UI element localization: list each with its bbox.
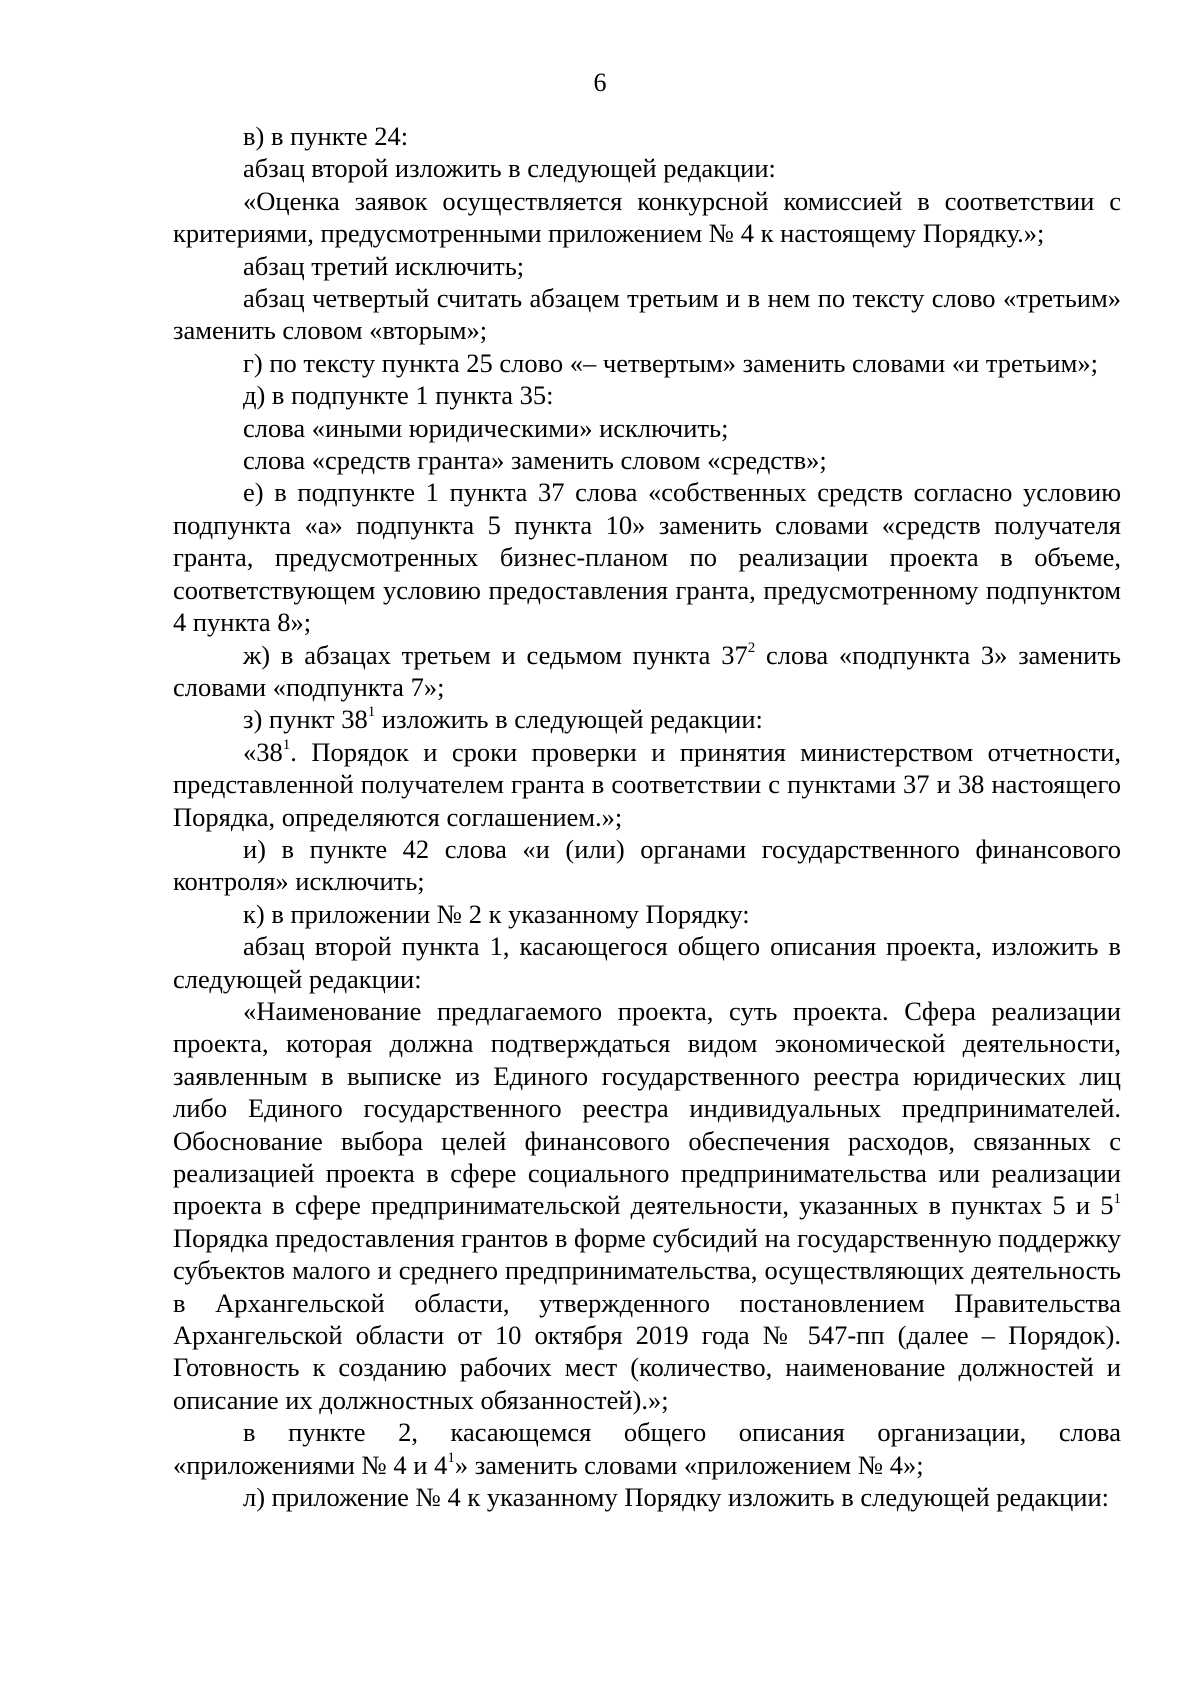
text-run: Порядка предоставления грантов в форме субсидий на государственную поддержку субъектов малого и среднего предпринимательства, осуществляющих деятельность в Архангельской области, утвержденного постановлением Правительства Архангельской области от 10 октября 2019 года № 547-пп (далее – Порядок). Готовность к созданию рабочих мест (количество, наименование должностей и описание их должностных обязанностей).»; [173,1222,1121,1415]
text-run: и) в пункте 42 слова «и (или) органами государственного финансового контроля» исключить; [173,833,1121,897]
page-number: 6 [593,68,607,97]
paragraph [173,1416,1121,1481]
text-run: абзац третий исключить; [243,250,525,281]
paragraph [173,703,1121,735]
paragraph [173,152,1121,184]
text-run: в пункте 2, касающемся общего описания организации, слова «приложениями № 4 и 4 [173,1417,1121,1480]
superscript: 1 [1113,1190,1121,1207]
text-run: «38 [243,736,283,767]
text-run: слова «подпункта 3» заменить словами «подпункта 7»; [173,639,1121,702]
superscript: 1 [447,1449,455,1466]
text-run: з) пункт 38 [243,704,368,735]
text-run: ж) в абзацах третьем и седьмом пункта 37 [243,639,748,670]
paragraph [173,476,1121,638]
text-run: в) в пункте 24: [243,121,409,151]
paragraph [173,736,1121,833]
text-run: . Порядок и сроки проверки и принятия министерством отчетности, представленной получателем гранта в соответствии с пунктами 37 и 38 настоящего Порядка, определяются соглашением.»; [173,736,1121,832]
paragraph [173,282,1121,347]
paragraph [173,930,1121,995]
paragraph [173,185,1121,250]
paragraph [173,120,1121,152]
paragraph [173,898,1121,930]
text-run: изложить в следующей редакции: [375,704,763,735]
paragraph [173,444,1121,476]
paragraph [173,412,1121,444]
text-run: к) в приложении № 2 к указанному Порядку: [243,898,750,929]
paragraph [173,379,1121,411]
text-run: слова «средств гранта» заменить словом «средств»; [243,445,827,476]
superscript: 1 [367,704,376,721]
superscript: 1 [282,736,291,753]
text-run: л) приложение № 4 к указанному Порядку изложить в следующей редакции: [243,1482,1109,1513]
text-run: д) в подпункте 1 пункта 35: [243,380,554,411]
superscript: 2 [747,639,756,656]
paragraph [173,347,1121,379]
paragraph [173,639,1121,704]
paragraph [173,1481,1121,1513]
text-run: » заменить словами «приложением № 4»; [454,1449,924,1480]
paragraph [173,250,1121,282]
text-run: абзац второй изложить в следующей редакции: [243,153,776,184]
document-body [173,120,1121,1513]
text-run: «Наименование предлагаемого проекта, суть проекта. Сфера реализации проекта, которая должна подтверждаться видом экономической деятельности, заявленным в выписке из Единого государственного реестра юридических лиц либо Единого государственного реестра индивидуальных предпринимателей. Обоснование выбора целей финансового обеспечения расходов, связанных с реализацией проекта в сфере социального предпринимательства или реализации проекта в сфере предпринимательской деятельности, указанных в пунктах 5 и 5 [173,995,1121,1221]
paragraph [173,833,1121,898]
paragraph [173,995,1121,1416]
text-run: слова «иными юридическими» исключить; [243,412,729,443]
text-run: «Оценка заявок осуществляется конкурсной комиссией в соответствии с критериями, предусмотренными приложением № 4 к настоящему Порядку.»; [173,185,1121,249]
text-run: абзац четвертый считать абзацем третьим и в нем по тексту слово «третьим» заменить словом «вторым»; [173,283,1121,346]
text-run: абзац второй пункта 1, касающегося общего описания проекта, изложить в следующей редакции: [173,931,1121,994]
text-run: г) по тексту пункта 25 слово «– четвертым» заменить словами «и третьим»; [243,347,1099,378]
text-run: е) в подпункте 1 пункта 37 слова «собственных средств согласно условию подпункта «а» подпункта 5 пункта 10» заменить словами «средств получателя гранта, предусмотренных бизнес-планом по реализации проекта в объеме, соответствующем условию предоставления гранта, предусмотренному подпунктом 4 пункта 8»; [173,477,1121,638]
